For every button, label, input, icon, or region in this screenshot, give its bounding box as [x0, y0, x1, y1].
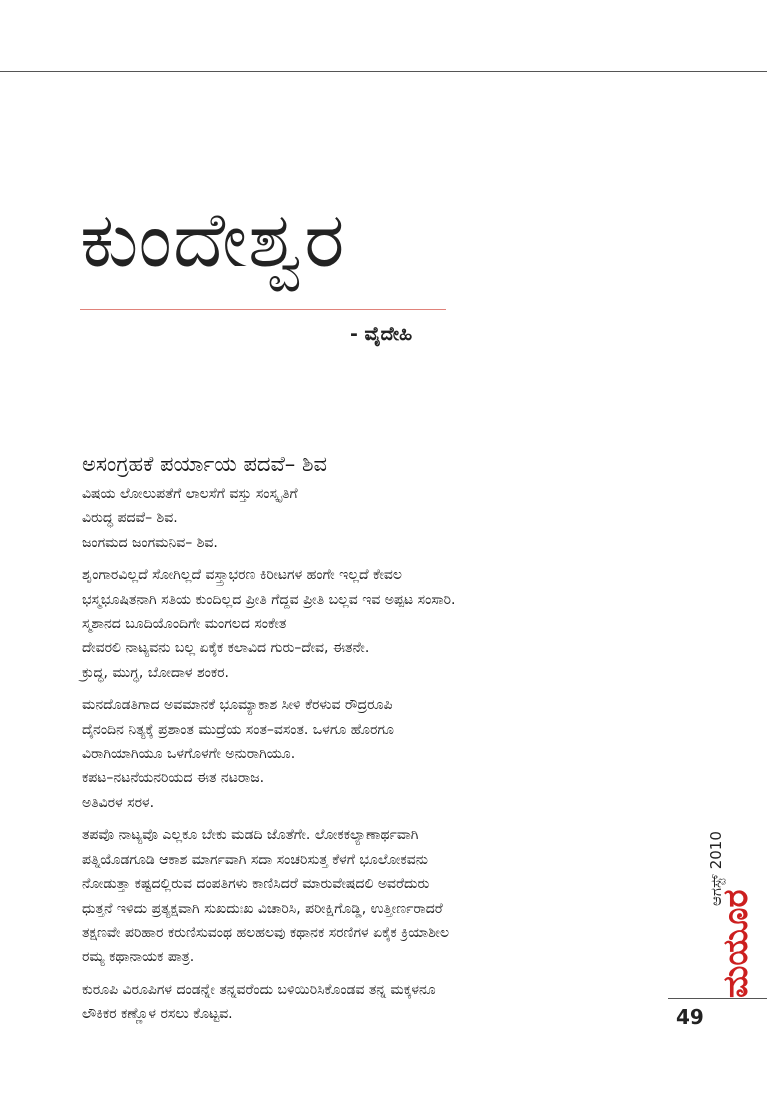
text-line: ದೇವರಲಿ ನಾಟ್ಯವನು ಬಲ್ಲ ಏಕೈಕ ಕಲಾವಿದ ಗುರು–ದೇವ, ಈತನೇ. [82, 640, 370, 657]
paragraph-2 [82, 563, 602, 685]
article-title: ಕುಂದೇಶ್ವರ [80, 195, 346, 284]
paragraph-5 [82, 978, 602, 1027]
text-line: ಕುರೂಪಿ ವಿರೂಪಿಗಳ ದಂಡನ್ನೇ ತನ್ನವರೆಂದು ಬಳಿಯಿರಿಸಿಕೊಂಡವ ತನ್ನ ಮಕ್ಕಳನೂ [82, 981, 436, 998]
issue-date-text: ಆಗಸ್ಟ್ 2010 [707, 831, 725, 906]
text-line: ತಪವೊ ನಾಟ್ಯವೊ ಎಲ್ಲಕೂ ಬೇಕು ಮಡದಿ ಜೊತೆಗೇ. ಲೋಕಕಲ್ಯಾಣಾರ್ಥವಾಗಿ [82, 827, 419, 844]
text-line: ಶೃಂಗಾರವಿಲ್ಲದೆ ಸೋಗಿಲ್ಲದೆ ವಸ್ತ್ರಾಭರಣ ಕಿರೀಟಗಳ ಹಂಗೇ ಇಲ್ಲದೆ ಕೇವಲ [82, 567, 402, 584]
text-line: ಕಪಟ–ನಟನೆಯನರಿಯದ ಈತ ನಟರಾಜ. [82, 770, 265, 787]
magazine-logo [676, 889, 756, 998]
magazine-name: ಮಯೂರ [716, 889, 756, 998]
text-line: ರಮ್ಯ ಕಥಾನಾಯಕ ಪಾತ್ರ. [82, 949, 195, 966]
title-underline [80, 309, 446, 310]
text-line: ವಿರಾಗಿಯಾಗಿಯೂ ಒಳಗೊಳಗೇ ಅನುರಾಗಿಯೂ. [82, 746, 296, 763]
text-line: ಧುತ್ತನೆ ಇಳಿದು ಪ್ರತ್ಯಕ್ಷವಾಗಿ ಸುಖದುಃಖ ವಿಚಾರಿಸಿ, ಪರೀಕ್ಷಿಗೊಡ್ಡಿ, ಉತ್ತೀರ್ಣರಾದರೆ [82, 900, 443, 917]
text-line: ಅತಿವಿರಳ ಸರಳ. [82, 794, 155, 811]
text-line: ತಕ್ಷಣವೇ ಪರಿಹಾರ ಕರುಣಿಸುವಂಥ ಹಲಹಲವು ಕಥಾನಕ ಸರಣಿಗಳ ಏಕೈಕ ಕ್ರಿಯಾಶೀಲ [82, 924, 450, 941]
paragraph-1 [82, 482, 602, 555]
text-line: ವಿಷಯ ಲೋಲುಪತೆಗೆ ಲಾಲಸೆಗೆ ವಸ್ತು ಸಂಸ್ಕೃತಿಗೆ [82, 486, 298, 502]
text-line: ನೋಡುತ್ತಾ ಕಷ್ಟದಲ್ಲಿರುವ ದಂಪತಿಗಳು ಕಾಣಿಸಿದರೆ ಮಾರುವೇಷದಲಿ ಅವರೆದುರು [82, 876, 430, 893]
text-line: ಸ್ಮಶಾನದ ಬೂದಿಯೊಂದಿಗೇ ಮಂಗಲದ ಸಂಕೇತ [82, 616, 287, 633]
top-rule [0, 71, 767, 72]
text-line: ಮನದೊಡತಿಗಾದ ಅವಮಾನಕೆ ಭೂಮ್ಯಾಕಾಶ ಸೀಳಿ ಕೆರಳುವ ರೌದ್ರರೂಪಿ [82, 697, 393, 714]
poem-heading: ಅಸಂಗ್ರಹಕೆ ಪರ್ಯಾಯ ಪದವೆ– ಶಿವ [82, 452, 327, 476]
text-line: ಲೌಕಿಕರ ಕಣ್ಣೊಳ ರಸಲು ಕೊಟ್ಟವ. [82, 1006, 233, 1023]
text-line: ವಿರುದ್ಧ ಪದವೆ– ಶಿವ. [82, 510, 178, 527]
text-line: ಪತ್ನಿಯೊಡಗೂಡಿ ಆಕಾಶ ಮಾರ್ಗವಾಗಿ ಸದಾ ಸಂಚರಿಸುತ್ತ ಕೆಳಗೆ ಭೂಲೋಕವನು [82, 851, 428, 868]
text-line: ದೈನಂದಿನ ನಿತ್ಯಕ್ಕೆ ಪ್ರಶಾಂತ ಮುದ್ರೆಯ ಸಂತ–ವಸಂತ. ಒಳಗೂ ಹೊರಗೂ [82, 721, 394, 738]
page-number: 49 [676, 1005, 704, 1029]
article-author: - ವೈದೇಹಿ [350, 323, 413, 345]
text-line: ಜಂಗಮದ ಜಂಗಮನಿವ– ಶಿವ. [82, 534, 218, 551]
paragraph-4 [82, 823, 602, 969]
article-body [82, 450, 602, 1035]
text-line: ಭಸ್ಮಭೂಷಿತನಾಗಿ ಸತಿಯ ಕುಂದಿಲ್ಲದ ಪ್ರೀತಿ ಗೆದ್ದವ ಪ್ರೀತಿ ಬಲ್ಲವ ಇವ ಅಪ್ಪಟ ಸಂಸಾರಿ. [82, 591, 456, 608]
footer-rule [668, 998, 767, 999]
text-line: ಕ್ರುದ್ಧ, ಮುಗ್ಧ, ಬೋದಾಳ ಶಂಕರ. [82, 664, 229, 681]
paragraph-3 [82, 693, 602, 815]
issue-date [683, 796, 725, 906]
